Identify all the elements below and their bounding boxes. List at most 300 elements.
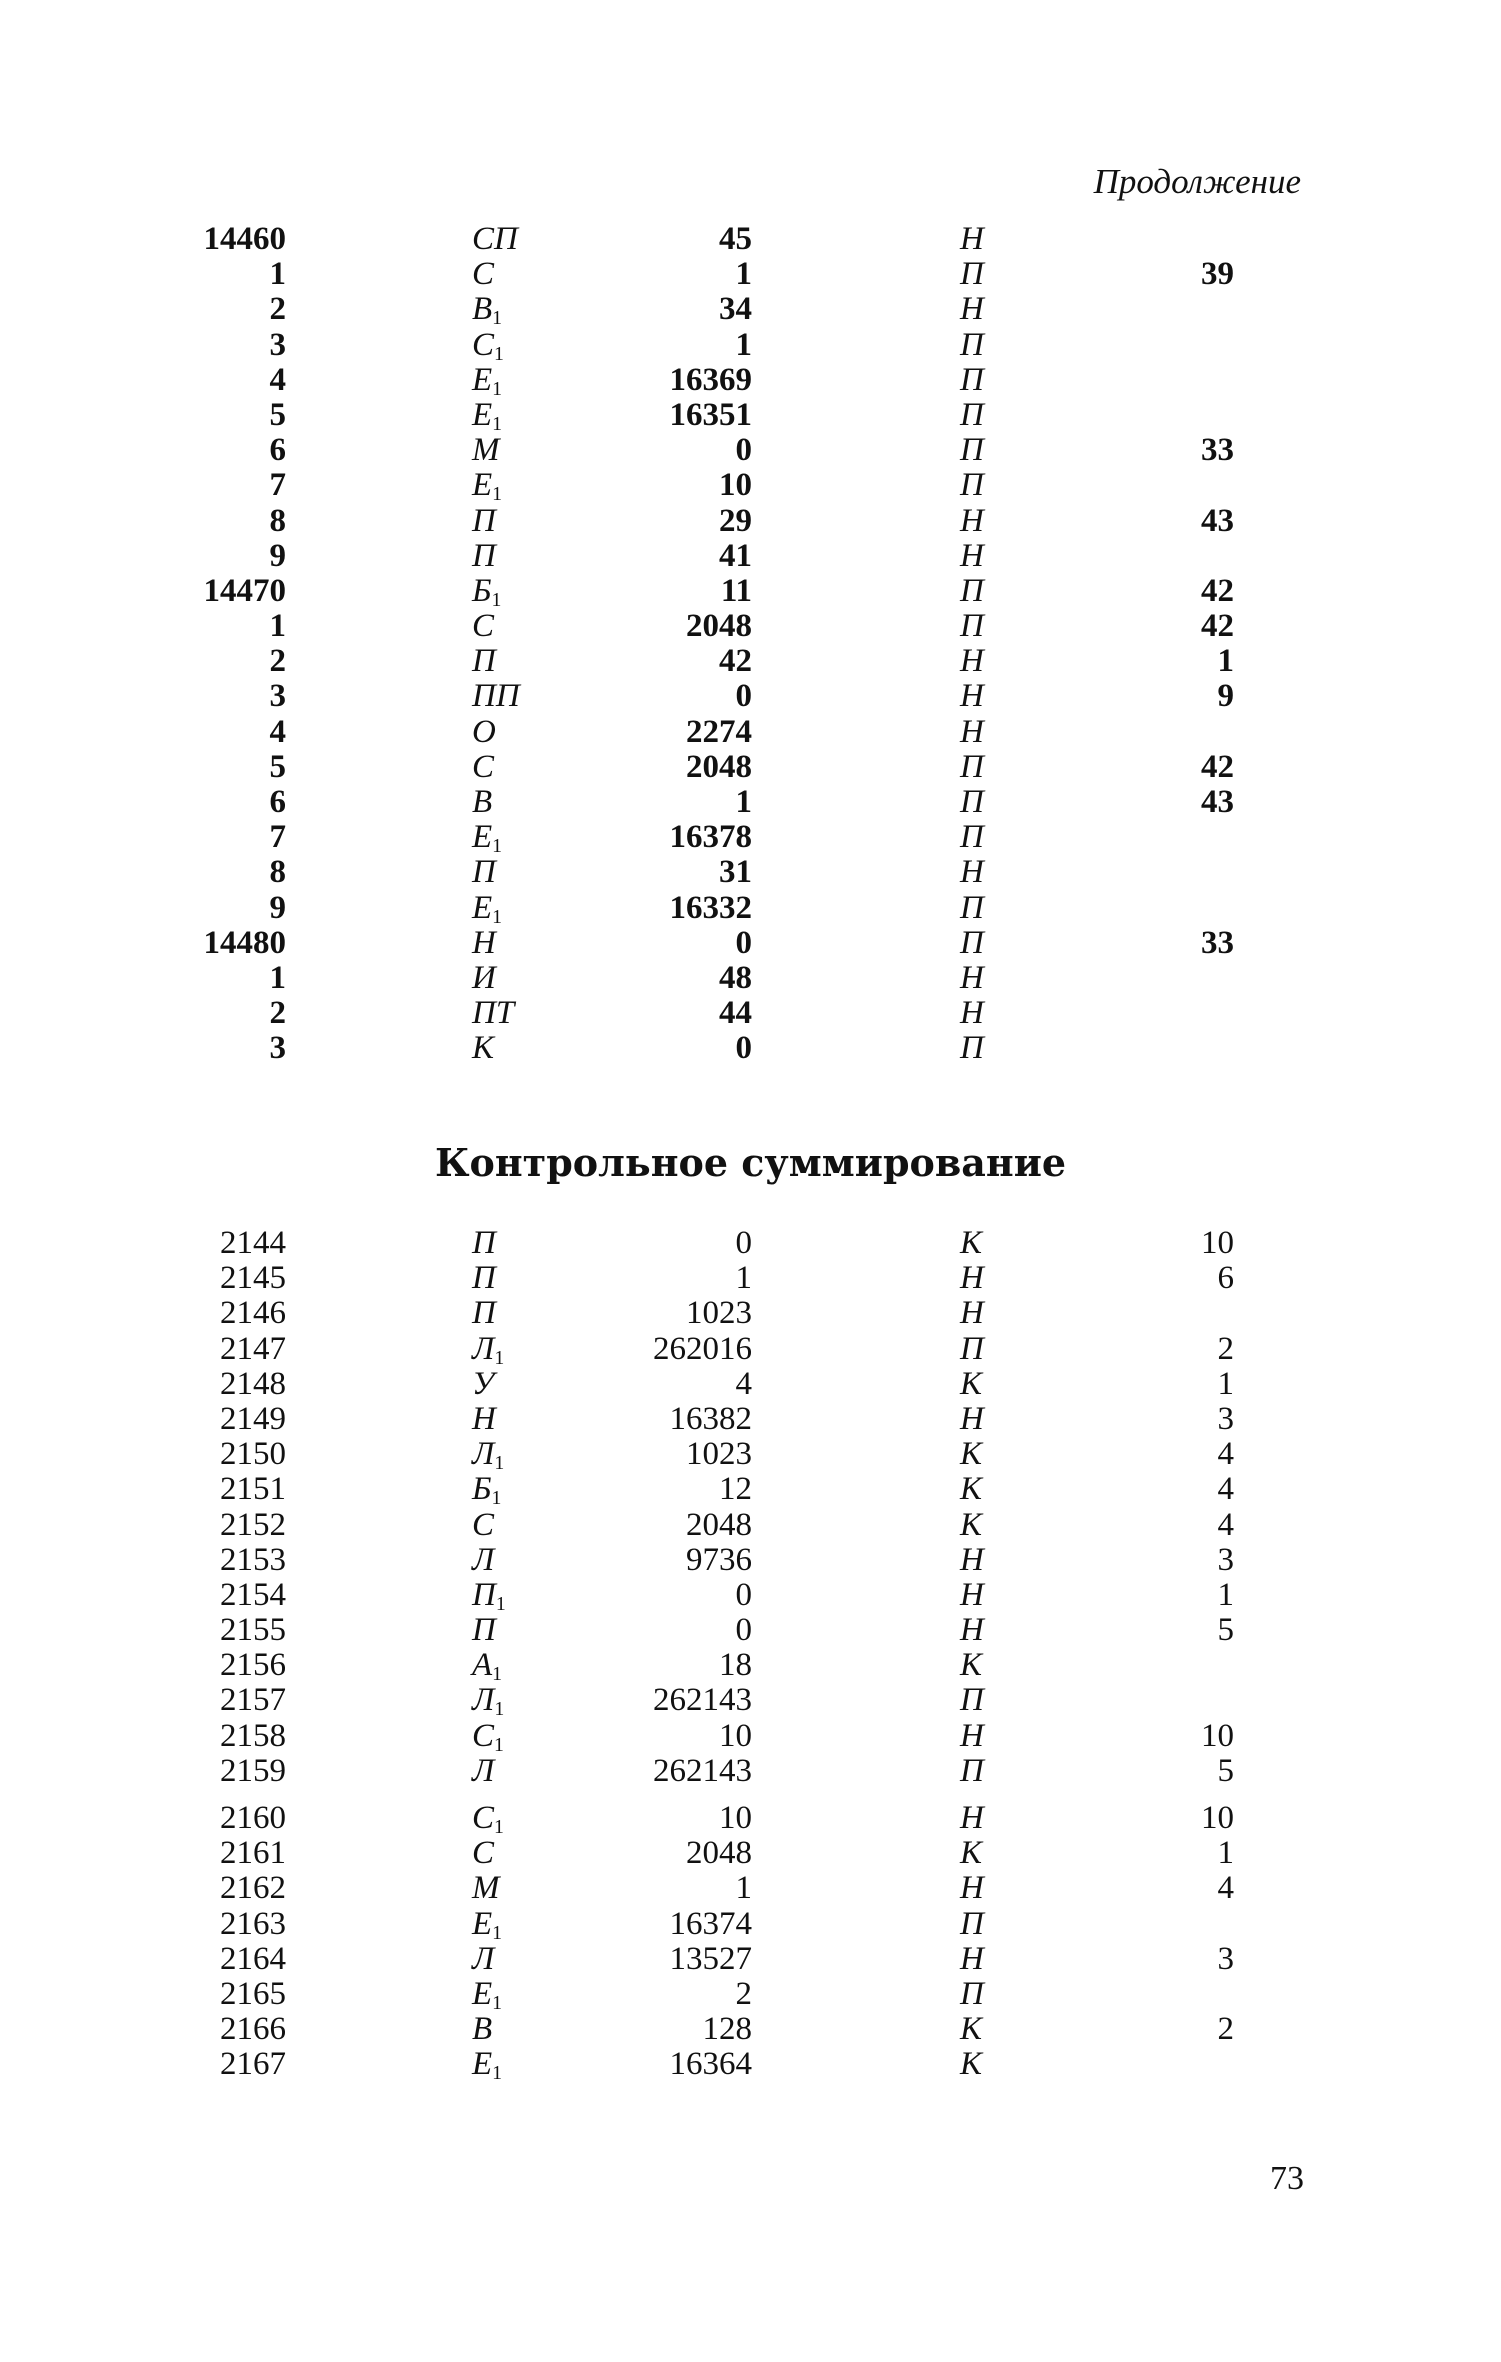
address-cell: 2144: [220, 1225, 286, 1261]
address-cell: 9: [269, 889, 286, 926]
flag-cell: Н: [960, 1870, 984, 1907]
address-cell: 3: [269, 678, 286, 715]
count-cell: 10: [1201, 1800, 1234, 1836]
operand-cell: 1: [735, 784, 752, 820]
opcode-cell: [472, 1613, 496, 1648]
table-row: [0, 1226, 1501, 1261]
address-cell: 2147: [220, 1330, 286, 1367]
operand-cell: 16382: [669, 1400, 752, 1437]
flag-cell: К: [960, 1647, 982, 1684]
opcode-letters: С: [472, 1800, 495, 1836]
opcode-letters: Н: [472, 924, 496, 961]
opcode-cell: [472, 222, 518, 257]
opcode-subscript: 1: [491, 1487, 502, 1510]
opcode-cell: [472, 715, 496, 750]
flag-cell: Н: [960, 854, 984, 891]
operand-cell: 10: [719, 1800, 752, 1836]
table-row: [0, 222, 1501, 257]
count-cell: 4: [1217, 1436, 1234, 1473]
operand-cell: 10: [719, 467, 752, 504]
flag-cell: П: [960, 889, 984, 926]
opcode-subscript: 1: [492, 1663, 503, 1686]
flag-cell: К: [960, 1506, 982, 1543]
flag-cell: П: [960, 326, 984, 363]
opcode-letters: Л: [472, 1330, 495, 1367]
address-cell: 6: [269, 432, 286, 469]
table-row: [0, 1367, 1501, 1402]
address-cell: 2164: [220, 1940, 286, 1977]
opcode-subscript: 1: [492, 307, 503, 330]
opcode-subscript: 1: [492, 483, 503, 506]
opcode-cell: [472, 539, 496, 574]
count-cell: 43: [1201, 502, 1234, 539]
flag-cell: Н: [960, 1541, 984, 1578]
count-cell: 3: [1217, 1541, 1234, 1578]
operand-cell: 262143: [653, 1682, 752, 1719]
operand-cell: 2: [735, 1975, 752, 2012]
operand-cell: 16351: [669, 396, 752, 433]
opcode-letters: П: [472, 1576, 496, 1613]
operand-cell: 16378: [669, 819, 752, 856]
address-cell: 4: [269, 713, 286, 750]
count-cell: 3: [1217, 1400, 1234, 1437]
opcode-cell: [472, 2047, 502, 2091]
opcode-letters: Е: [472, 1975, 493, 2012]
table-row: [0, 715, 1501, 750]
opcode-subscript: 1: [492, 1921, 503, 1944]
table-row: [0, 1436, 1501, 1475]
table-row: [0, 1261, 1501, 1296]
operand-cell: 12: [719, 1471, 752, 1508]
flag-cell: П: [960, 924, 984, 961]
opcode-subscript: 1: [492, 412, 503, 435]
count-cell: 2: [1217, 2011, 1234, 2048]
flag-cell: П: [960, 1030, 984, 1067]
opcode-cell: [472, 1261, 496, 1296]
address-cell: 2: [269, 291, 286, 328]
operand-cell: 29: [719, 502, 752, 539]
count-cell: 43: [1201, 784, 1234, 820]
opcode-letters: К: [472, 1030, 494, 1067]
opcode-letters: С: [472, 1506, 495, 1543]
address-cell: 1: [269, 608, 286, 645]
opcode-letters: Е: [472, 819, 493, 856]
operand-cell: 2048: [686, 1506, 752, 1543]
checksum-table: [0, 1226, 1501, 2083]
opcode-subscript: 1: [492, 835, 503, 858]
table-row: [0, 1508, 1501, 1543]
table-row: [0, 1543, 1501, 1578]
address-cell: 9: [269, 537, 286, 574]
opcode-letters: Л: [472, 1436, 495, 1473]
opcode-letters: П: [472, 1612, 496, 1649]
address-cell: 2155: [220, 1612, 286, 1649]
section-heading: Контрольное суммирование: [434, 1140, 1067, 1185]
opcode-letters: Л: [472, 1541, 495, 1578]
flag-cell: Н: [960, 995, 984, 1032]
flag-cell: К: [960, 1835, 982, 1872]
opcode-letters: Е: [472, 467, 493, 504]
opcode-cell: [472, 679, 520, 714]
address-cell: 3: [269, 326, 286, 363]
opcode-letters: А: [472, 1647, 493, 1684]
flag-cell: П: [960, 1330, 984, 1367]
table-row: [0, 328, 1501, 363]
count-cell: 3: [1217, 1940, 1234, 1977]
flag-cell: Н: [960, 1800, 984, 1836]
flag-cell: Н: [960, 678, 984, 715]
table-row: [0, 961, 1501, 996]
opcode-cell: [472, 1367, 494, 1402]
operand-cell: 13527: [669, 1940, 752, 1977]
operand-cell: 0: [735, 1030, 752, 1067]
opcode-letters: П: [472, 1295, 496, 1332]
flag-cell: П: [960, 819, 984, 856]
table-row: [0, 1402, 1501, 1437]
opcode-letters: П: [472, 643, 496, 680]
flag-cell: К: [960, 1365, 982, 1402]
opcode-letters: Е: [472, 1905, 493, 1942]
operand-cell: 48: [719, 959, 752, 996]
count-cell: 42: [1201, 572, 1234, 609]
count-cell: 5: [1217, 1612, 1234, 1649]
count-cell: 1: [1217, 1835, 1234, 1872]
opcode-cell: [472, 504, 496, 539]
table-row: [0, 574, 1501, 609]
flag-cell: П: [960, 572, 984, 609]
operand-cell: 10: [719, 1717, 752, 1754]
flag-cell: П: [960, 608, 984, 645]
opcode-subscript: 1: [492, 377, 503, 400]
address-cell: 3: [269, 1030, 286, 1067]
opcode-cell: [472, 855, 496, 890]
address-cell: 2: [269, 643, 286, 680]
count-cell: 4: [1217, 1870, 1234, 1907]
address-cell: 2156: [220, 1647, 286, 1684]
opcode-letters: С: [472, 326, 495, 363]
opcode-cell: [472, 785, 492, 820]
continuation-label: Продолжение: [1093, 162, 1301, 201]
address-cell: 2145: [220, 1260, 286, 1297]
address-cell: 2150: [220, 1436, 286, 1473]
operand-cell: 0: [735, 1576, 752, 1613]
flag-cell: Н: [960, 537, 984, 574]
operand-cell: 262143: [653, 1752, 752, 1789]
operand-cell: 1: [735, 326, 752, 363]
flag-cell: К: [960, 1436, 982, 1473]
opcode-letters: Б: [472, 1471, 492, 1508]
table-row: [0, 539, 1501, 574]
opcode-letters: Л: [472, 1682, 495, 1719]
address-cell: 14470: [203, 572, 286, 609]
flag-cell: П: [960, 256, 984, 293]
opcode-letters: И: [472, 959, 496, 996]
flag-cell: К: [960, 2011, 982, 2048]
address-cell: 4: [269, 361, 286, 398]
opcode-subscript: 1: [491, 588, 502, 611]
table-row: [0, 2012, 1501, 2047]
address-cell: 2146: [220, 1295, 286, 1332]
opcode-cell: [472, 926, 496, 961]
flag-cell: Н: [960, 713, 984, 750]
opcode-letters: Л: [472, 1940, 495, 1977]
count-cell: 9: [1217, 678, 1234, 715]
count-cell: 1: [1217, 1576, 1234, 1613]
address-cell: 2154: [220, 1576, 286, 1613]
address-cell: 6: [269, 784, 286, 820]
address-cell: 2157: [220, 1682, 286, 1719]
table-row: [0, 291, 1501, 330]
table-row: [0, 785, 1501, 820]
opcode-cell: [472, 961, 496, 996]
opcode-letters: П: [472, 537, 496, 574]
opcode-cell: [472, 433, 500, 468]
count-cell: 33: [1201, 924, 1234, 961]
count-cell: 42: [1201, 748, 1234, 785]
operand-cell: 128: [702, 2011, 752, 2048]
address-cell: 1: [269, 256, 286, 293]
operand-cell: 1: [735, 256, 752, 293]
address-cell: 2161: [220, 1835, 286, 1872]
table-row: [0, 1682, 1501, 1721]
page-number: 73: [1270, 2160, 1304, 2197]
flag-cell: Н: [960, 1260, 984, 1297]
opcode-letters: В: [472, 784, 493, 820]
operand-cell: 31: [719, 854, 752, 891]
opcode-letters: С: [472, 608, 495, 645]
operand-cell: 0: [735, 924, 752, 961]
table-row: [0, 1471, 1501, 1510]
opcode-subscript: 1: [492, 1991, 503, 2014]
table-row: [0, 644, 1501, 679]
opcode-cell: [472, 609, 494, 644]
opcode-letters: У: [472, 1365, 495, 1402]
opcode-letters: О: [472, 713, 496, 750]
flag-cell: П: [960, 361, 984, 398]
table-row: [0, 398, 1501, 433]
address-cell: 2159: [220, 1752, 286, 1789]
opcode-letters: В: [472, 2011, 493, 2048]
opcode-cell: [472, 1942, 494, 1977]
table-row: [0, 1613, 1501, 1648]
table-row: [0, 504, 1501, 539]
flag-cell: Н: [960, 291, 984, 328]
table-row: [0, 855, 1501, 890]
address-cell: 5: [269, 748, 286, 785]
operand-cell: 2274: [686, 713, 752, 750]
address-cell: 1: [269, 959, 286, 996]
operand-cell: 0: [735, 678, 752, 715]
flag-cell: Н: [960, 1940, 984, 1977]
table-row: [0, 609, 1501, 644]
table-row: [0, 1031, 1501, 1066]
opcode-cell: [472, 1508, 494, 1543]
opcode-letters: Е: [472, 2046, 493, 2083]
opcode-cell: [472, 1754, 494, 1789]
flag-cell: П: [960, 432, 984, 469]
flag-cell: П: [960, 784, 984, 820]
opcode-letters: СП: [472, 221, 518, 257]
table-row: [0, 257, 1501, 292]
operand-cell: 11: [720, 572, 752, 609]
flag-cell: Н: [960, 643, 984, 680]
address-cell: 7: [269, 467, 286, 504]
count-cell: 10: [1201, 1225, 1234, 1261]
opcode-letters: М: [472, 432, 500, 469]
count-cell: 33: [1201, 432, 1234, 469]
count-cell: 4: [1217, 1506, 1234, 1543]
flag-cell: Н: [960, 1576, 984, 1613]
opcode-cell: [472, 1836, 494, 1871]
opcode-letters: Б: [472, 572, 492, 609]
opcode-subscript: 1: [494, 1733, 504, 1756]
operand-cell: 0: [735, 432, 752, 469]
operand-cell: 9736: [686, 1541, 752, 1578]
flag-cell: Н: [960, 221, 984, 257]
table-row: [0, 1907, 1501, 1942]
opcode-subscript: 1: [495, 1592, 506, 1615]
flag-cell: П: [960, 1752, 984, 1789]
operand-cell: 18: [719, 1647, 752, 1684]
address-cell: 8: [269, 502, 286, 539]
opcode-subscript: 1: [492, 2062, 503, 2085]
flag-cell: К: [960, 2046, 982, 2083]
opcode-letters: Е: [472, 889, 493, 926]
flag-cell: Н: [960, 502, 984, 539]
opcode-letters: ПТ: [472, 995, 515, 1032]
operand-cell: 0: [735, 1612, 752, 1649]
flag-cell: К: [960, 1225, 982, 1261]
address-cell: 2165: [220, 1975, 286, 2012]
opcode-cell: [472, 1031, 494, 1066]
flag-cell: П: [960, 396, 984, 433]
address-cell: 8: [269, 854, 286, 891]
opcode-cell: [472, 996, 514, 1031]
address-cell: 2163: [220, 1905, 286, 1942]
operand-cell: 4: [735, 1365, 752, 1402]
opcode-subscript: 1: [494, 1346, 505, 1369]
count-cell: 1: [1217, 643, 1234, 680]
opcode-cell: [472, 1296, 496, 1331]
operand-cell: 16374: [669, 1905, 752, 1942]
operand-cell: 16332: [669, 889, 752, 926]
table-row: [0, 1977, 1501, 2012]
address-cell: 2160: [220, 1800, 286, 1836]
table-row: [0, 1296, 1501, 1331]
flag-cell: П: [960, 1975, 984, 2012]
address-cell: 2148: [220, 1365, 286, 1402]
flag-cell: Н: [960, 959, 984, 996]
address-cell: 2151: [220, 1471, 286, 1508]
count-cell: 2: [1217, 1330, 1234, 1367]
flag-cell: Н: [960, 1612, 984, 1649]
opcode-letters: С: [472, 1717, 495, 1754]
table-row: [0, 1942, 1501, 1977]
table-row: [0, 926, 1501, 961]
opcode-cell: [472, 257, 494, 292]
operand-cell: 45: [719, 221, 752, 257]
table-row: [0, 750, 1501, 785]
opcode-subscript: 1: [494, 342, 504, 365]
operand-cell: 16364: [669, 2046, 752, 2083]
table-row: [0, 1719, 1501, 1754]
flag-cell: Н: [960, 1717, 984, 1754]
opcode-letters: Л: [472, 1752, 495, 1789]
opcode-letters: Е: [472, 396, 493, 433]
address-cell: 2149: [220, 1400, 286, 1437]
operand-cell: 1: [735, 1870, 752, 1907]
opcode-cell: [472, 2012, 492, 2047]
count-cell: 10: [1201, 1717, 1234, 1754]
opcode-letters: С: [472, 1835, 495, 1872]
table-row: [0, 819, 1501, 858]
opcode-cell: [472, 750, 494, 785]
flag-cell: Н: [960, 1400, 984, 1437]
flag-cell: К: [960, 1471, 982, 1508]
table-row: [0, 363, 1501, 398]
address-cell: 14460: [203, 221, 286, 257]
count-cell: 42: [1201, 608, 1234, 645]
opcode-cell: [472, 1543, 494, 1578]
operand-cell: 1023: [686, 1295, 752, 1332]
opcode-subscript: 1: [494, 1698, 505, 1721]
table-row: [0, 1647, 1501, 1686]
opcode-letters: Н: [472, 1400, 496, 1437]
operand-cell: 16369: [669, 361, 752, 398]
operand-cell: 42: [719, 643, 752, 680]
opcode-cell: [472, 1226, 496, 1261]
table-row: [0, 2046, 1501, 2085]
operand-cell: 2048: [686, 608, 752, 645]
operand-cell: 2048: [686, 748, 752, 785]
table-row: [0, 891, 1501, 926]
opcode-letters: С: [472, 256, 495, 293]
opcode-cell: [472, 644, 496, 679]
opcode-letters: П: [472, 1260, 496, 1297]
flag-cell: П: [960, 1682, 984, 1719]
address-cell: 2153: [220, 1541, 286, 1578]
opcode-letters: С: [472, 748, 495, 785]
opcode-cell: [472, 1871, 500, 1906]
address-cell: 14480: [203, 924, 286, 961]
address-cell: 2158: [220, 1717, 286, 1754]
operand-cell: 34: [719, 291, 752, 328]
opcode-letters: М: [472, 1870, 500, 1907]
opcode-subscript: 1: [494, 1815, 504, 1838]
operand-cell: 2048: [686, 1835, 752, 1872]
table-row: [0, 1836, 1501, 1871]
table-row: [0, 1871, 1501, 1906]
opcode-cell: [472, 1402, 496, 1437]
opcode-letters: Е: [472, 361, 493, 398]
count-cell: 1: [1217, 1365, 1234, 1402]
operand-cell: 0: [735, 1225, 752, 1261]
opcode-letters: П: [472, 1225, 496, 1261]
table-row: [0, 1332, 1501, 1367]
address-cell: 2162: [220, 1870, 286, 1907]
address-cell: 5: [269, 396, 286, 433]
address-cell: 2167: [220, 2046, 286, 2083]
opcode-letters: П: [472, 854, 496, 891]
table-row: [0, 1801, 1501, 1836]
opcode-letters: П: [472, 502, 496, 539]
operand-cell: 41: [719, 537, 752, 574]
opcode-subscript: 1: [492, 905, 503, 928]
operand-cell: 262016: [653, 1330, 752, 1367]
address-cell: 7: [269, 819, 286, 856]
address-cell: 2152: [220, 1506, 286, 1543]
operand-cell: 44: [719, 995, 752, 1032]
